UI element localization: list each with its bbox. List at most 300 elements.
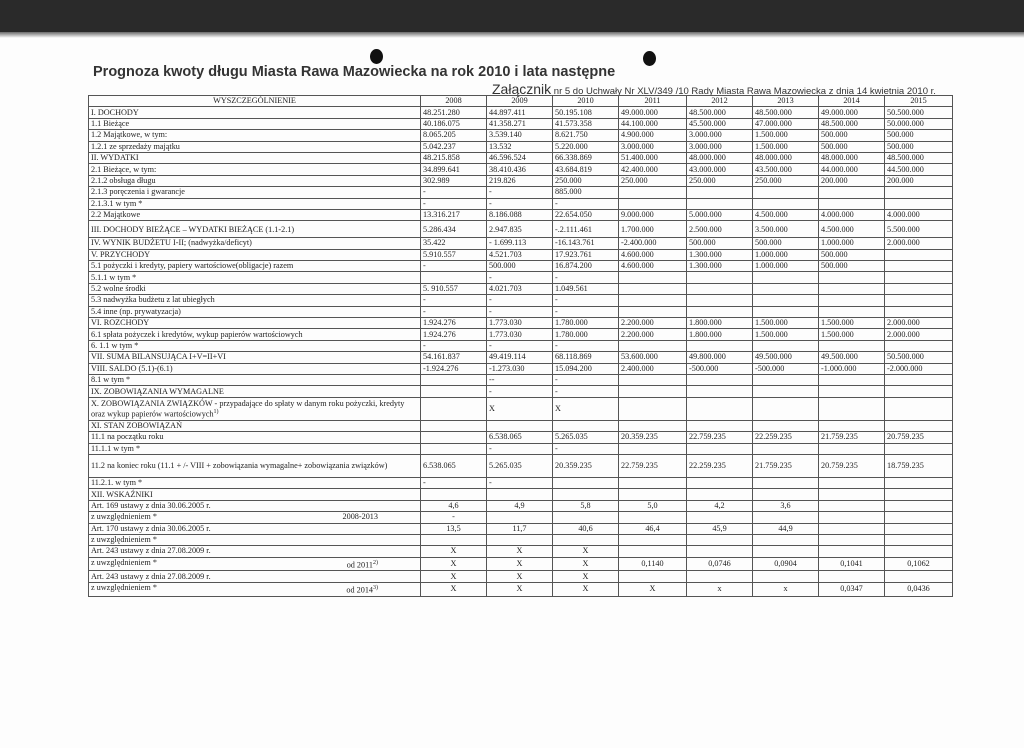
document-title: Prognoza kwoty długu Miasta Rawa Mazowiecka na rok 2010 i lata następne xyxy=(93,64,616,80)
value-cell xyxy=(619,386,687,397)
value-cell: 5.000.000 xyxy=(687,209,753,220)
row-label-cell xyxy=(89,397,421,420)
value-cell: 4.500.000 xyxy=(819,221,885,238)
value-cell: 20.759.235 xyxy=(819,454,885,477)
value-cell xyxy=(819,374,885,385)
value-cell: 885.000 xyxy=(553,187,619,198)
value-cell: 3.539.140 xyxy=(487,130,553,141)
table-header-row xyxy=(89,96,953,107)
value-cell: X xyxy=(487,582,553,596)
row-label: Art. 170 ustawy z dnia 30.06.2005 r. xyxy=(91,523,211,533)
table-row xyxy=(89,261,953,272)
value-cell xyxy=(819,340,885,351)
value-cell: 49.500.000 xyxy=(819,352,885,363)
value-cell: 5. 910.557 xyxy=(421,283,487,294)
value-cell xyxy=(753,295,819,306)
row-label-cell xyxy=(89,209,421,220)
row-label-cell xyxy=(89,107,421,118)
row-label: 5.1 pożyczki i kredyty, papiery wartościowe(obligacje) razem xyxy=(91,261,294,271)
value-cell xyxy=(687,546,753,557)
value-cell xyxy=(687,198,753,209)
value-cell: 4.500.000 xyxy=(753,209,819,220)
value-cell xyxy=(819,523,885,534)
value-cell xyxy=(687,306,753,317)
row-label: 5.3 nadwyżka budżetu z lat ubiegłych xyxy=(91,295,215,305)
row-label: VIII. SALDO (5.1)-(6.1) xyxy=(91,363,173,373)
row-label-cell xyxy=(89,141,421,152)
row-label-cell xyxy=(89,363,421,374)
table-row xyxy=(89,221,953,238)
row-label-cell xyxy=(89,582,421,596)
value-cell: -16.143.761 xyxy=(553,238,619,249)
value-cell xyxy=(687,374,753,385)
row-label: 2.1.3 poręczenia i gwarancje xyxy=(91,187,185,197)
value-cell: X xyxy=(487,397,553,420)
value-cell: 43.000.000 xyxy=(687,164,753,175)
value-cell xyxy=(619,420,687,431)
value-cell: - xyxy=(553,443,619,454)
value-cell xyxy=(619,306,687,317)
value-cell: 1.500.000 xyxy=(753,318,819,329)
value-cell xyxy=(819,198,885,209)
value-cell: - xyxy=(421,340,487,351)
value-cell: - xyxy=(553,340,619,351)
value-cell: 22.759.235 xyxy=(619,454,687,477)
table-row xyxy=(89,546,953,557)
value-cell xyxy=(619,489,687,500)
row-label: 2.1.2 obsługa długu xyxy=(91,175,156,185)
row-label: XII. WSKAŹNIKI xyxy=(91,489,153,499)
value-cell: X xyxy=(487,546,553,557)
row-label-cell xyxy=(89,534,421,545)
value-cell: - xyxy=(487,477,553,488)
table-row xyxy=(89,340,953,351)
row-label: z uwzględnieniem * xyxy=(91,535,157,545)
value-cell xyxy=(619,187,687,198)
value-cell xyxy=(819,272,885,283)
value-cell xyxy=(487,534,553,545)
row-label-cell xyxy=(89,443,421,454)
value-cell: 5.265.035 xyxy=(553,432,619,443)
annex-label: Załącznik xyxy=(492,81,552,97)
value-cell xyxy=(487,489,553,500)
value-cell: -500.000 xyxy=(753,363,819,374)
value-cell xyxy=(421,397,487,420)
value-cell xyxy=(885,500,953,511)
value-cell xyxy=(753,198,819,209)
value-cell: 11,7 xyxy=(487,523,553,534)
value-cell xyxy=(753,477,819,488)
value-cell: 2.200.000 xyxy=(619,329,687,340)
value-cell xyxy=(619,283,687,294)
value-cell: 5.042.237 xyxy=(421,141,487,152)
table-row xyxy=(89,489,953,500)
value-cell: 42.400.000 xyxy=(619,164,687,175)
value-cell xyxy=(753,187,819,198)
value-cell xyxy=(819,295,885,306)
row-label-cell xyxy=(89,198,421,209)
row-label: V. PRZYCHODY xyxy=(91,249,150,259)
value-cell: 41.358.271 xyxy=(487,118,553,129)
row-label: 5.4 inne (np. prywatyzacja) xyxy=(91,306,181,316)
row-label-cell xyxy=(89,152,421,163)
scanner-top-edge xyxy=(0,0,1024,32)
value-cell xyxy=(553,512,619,523)
row-label: 1.2 Majątkowe, w tym: xyxy=(91,130,168,140)
value-cell: 1.000.000 xyxy=(753,261,819,272)
value-cell xyxy=(819,386,885,397)
value-cell: 48.500.000 xyxy=(885,152,953,163)
row-label: IX. ZOBOWIĄZANIA WYMAGALNE xyxy=(91,386,224,396)
column-header-description: WYSZCZEGÓLNIENIE xyxy=(89,96,421,107)
value-cell xyxy=(619,512,687,523)
value-cell: 500.000 xyxy=(753,238,819,249)
value-cell xyxy=(885,283,953,294)
value-cell xyxy=(619,477,687,488)
row-label: 11.1 na początku roku xyxy=(91,432,164,442)
table-row xyxy=(89,432,953,443)
value-cell: - xyxy=(421,512,487,523)
value-cell: x xyxy=(753,582,819,596)
punch-hole-left xyxy=(370,49,383,64)
row-label-cell xyxy=(89,221,421,238)
value-cell: 49.000.000 xyxy=(819,107,885,118)
row-label-cell xyxy=(89,238,421,249)
row-label-cell xyxy=(89,295,421,306)
value-cell: 1.000.000 xyxy=(753,249,819,260)
value-cell: 49.419.114 xyxy=(487,352,553,363)
value-cell: 2.500.000 xyxy=(687,221,753,238)
value-cell xyxy=(619,546,687,557)
value-cell: X xyxy=(553,571,619,582)
value-cell xyxy=(753,534,819,545)
value-cell xyxy=(885,534,953,545)
table-row xyxy=(89,107,953,118)
table-row xyxy=(89,164,953,175)
value-cell: 1.500.000 xyxy=(819,318,885,329)
value-cell: 20.359.235 xyxy=(619,432,687,443)
value-cell: 500.000 xyxy=(819,141,885,152)
row-label: z uwzględnieniem * xyxy=(91,582,157,592)
value-cell: 35.422 xyxy=(421,238,487,249)
footnote-marker: 1) xyxy=(213,408,219,415)
value-cell: 2.000.000 xyxy=(885,329,953,340)
row-label: XI. STAN ZOBOWIĄZAŃ xyxy=(91,420,182,430)
value-cell: 44,9 xyxy=(753,523,819,534)
value-cell: - xyxy=(553,374,619,385)
value-cell: 44.897.411 xyxy=(487,107,553,118)
value-cell xyxy=(553,420,619,431)
value-cell: 0,1041 xyxy=(819,557,885,571)
value-cell: - xyxy=(487,443,553,454)
value-cell xyxy=(819,512,885,523)
value-cell xyxy=(885,489,953,500)
value-cell: 250.000 xyxy=(687,175,753,186)
value-cell: -1.273.030 xyxy=(487,363,553,374)
value-cell xyxy=(619,198,687,209)
table-row xyxy=(89,557,953,571)
table-row xyxy=(89,454,953,477)
table-row xyxy=(89,582,953,596)
row-label-cell xyxy=(89,557,421,571)
column-header-year: 2013 xyxy=(753,96,819,107)
value-cell: 1.500.000 xyxy=(753,141,819,152)
value-cell xyxy=(619,443,687,454)
footnote-marker: 2) xyxy=(373,559,378,566)
annex-resolution: nr 5 do Uchwały Nr XLV/349 /10 Rady Miasta Rawa Mazowiecka z dnia 14 kwietnia 2010 r. xyxy=(553,86,936,97)
value-cell: 1.773.030 xyxy=(487,318,553,329)
value-cell: 4.021.703 xyxy=(487,283,553,294)
value-cell: 4.600.000 xyxy=(619,261,687,272)
value-cell: 21.759.235 xyxy=(819,432,885,443)
table-row xyxy=(89,306,953,317)
value-cell xyxy=(619,534,687,545)
row-label: 2.1.3.1 w tym * xyxy=(91,198,143,208)
table-row xyxy=(89,198,953,209)
value-cell: 250.000 xyxy=(619,175,687,186)
value-cell xyxy=(819,534,885,545)
value-cell: 5.265.035 xyxy=(487,454,553,477)
value-cell xyxy=(687,295,753,306)
value-cell xyxy=(687,272,753,283)
row-label-cell xyxy=(89,571,421,582)
column-header-year: 2012 xyxy=(687,96,753,107)
value-cell: 50.500.000 xyxy=(885,352,953,363)
value-cell: 5.500.000 xyxy=(885,221,953,238)
value-cell xyxy=(687,512,753,523)
row-label: 1.1 Bieżące xyxy=(91,118,130,128)
table-body xyxy=(89,107,953,596)
table-row xyxy=(89,534,953,545)
value-cell: - xyxy=(487,340,553,351)
column-header-year: 2010 xyxy=(553,96,619,107)
value-cell: 54.161.837 xyxy=(421,352,487,363)
value-cell xyxy=(753,340,819,351)
value-cell xyxy=(885,512,953,523)
value-cell: X xyxy=(421,546,487,557)
value-cell: X xyxy=(553,582,619,596)
value-cell: X xyxy=(487,557,553,571)
value-cell: 9.000.000 xyxy=(619,209,687,220)
row-label: 2.1 Bieżące, w tym: xyxy=(91,164,157,174)
value-cell: 44.500.000 xyxy=(885,164,953,175)
value-cell: 5,8 xyxy=(553,500,619,511)
value-cell: 48.215.858 xyxy=(421,152,487,163)
row-label-extra xyxy=(346,583,378,596)
row-label: 1.2.1 ze sprzedaży majątku xyxy=(91,141,180,151)
value-cell: - xyxy=(487,386,553,397)
row-label-cell xyxy=(89,164,421,175)
value-cell: 46.596.524 xyxy=(487,152,553,163)
value-cell xyxy=(687,386,753,397)
row-label: Art. 243 ustawy z dnia 27.08.2009 r. xyxy=(91,571,211,581)
table-row xyxy=(89,238,953,249)
table-row xyxy=(89,249,953,260)
row-label-cell xyxy=(89,283,421,294)
value-cell xyxy=(819,443,885,454)
value-cell: 5,0 xyxy=(619,500,687,511)
value-cell: 1.924.276 xyxy=(421,318,487,329)
value-cell: 13.316.217 xyxy=(421,209,487,220)
value-cell: 48.000.000 xyxy=(687,152,753,163)
value-cell: 3,6 xyxy=(753,500,819,511)
value-cell: 2.200.000 xyxy=(619,318,687,329)
value-cell xyxy=(885,261,953,272)
row-label-cell xyxy=(89,340,421,351)
row-label-cell xyxy=(89,261,421,272)
row-label: X. ZOBOWIĄZANIA ZWIĄZKÓW - przypadające do spłaty w danym roku pożyczki, kredyty oraz wykup papierów wartościowych xyxy=(91,398,405,419)
value-cell: 45,9 xyxy=(687,523,753,534)
value-cell: 43.684.819 xyxy=(553,164,619,175)
value-cell: -500.000 xyxy=(687,363,753,374)
value-cell: 4,2 xyxy=(687,500,753,511)
value-cell: 500.000 xyxy=(819,130,885,141)
value-cell: 68.118.869 xyxy=(553,352,619,363)
value-cell: -1.924.276 xyxy=(421,363,487,374)
value-cell: 500.000 xyxy=(819,261,885,272)
debt-forecast-table-wrapper xyxy=(88,95,952,597)
value-cell: - xyxy=(487,306,553,317)
value-cell: 48.500.000 xyxy=(753,107,819,118)
row-label: Art. 169 ustawy z dnia 30.06.2005 r. xyxy=(91,500,211,510)
value-cell xyxy=(819,546,885,557)
row-label-cell xyxy=(89,329,421,340)
value-cell xyxy=(619,571,687,582)
value-cell: - xyxy=(487,198,553,209)
value-cell: 1.780.000 xyxy=(553,329,619,340)
value-cell xyxy=(885,523,953,534)
value-cell: 38.410.436 xyxy=(487,164,553,175)
value-cell: 6.538.065 xyxy=(421,454,487,477)
value-cell xyxy=(753,374,819,385)
value-cell: - xyxy=(487,295,553,306)
value-cell xyxy=(421,272,487,283)
value-cell xyxy=(619,272,687,283)
value-cell xyxy=(753,443,819,454)
value-cell: 0,0436 xyxy=(885,582,953,596)
value-cell xyxy=(619,295,687,306)
value-cell xyxy=(421,386,487,397)
row-label-cell xyxy=(89,130,421,141)
value-cell xyxy=(819,477,885,488)
row-label-extra xyxy=(347,558,378,571)
value-cell xyxy=(421,489,487,500)
row-label-cell xyxy=(89,454,421,477)
row-label-cell xyxy=(89,512,421,523)
value-cell: 0,1062 xyxy=(885,557,953,571)
column-header-year: 2015 xyxy=(885,96,953,107)
value-cell: 48.000.000 xyxy=(819,152,885,163)
value-cell xyxy=(553,489,619,500)
value-cell xyxy=(819,306,885,317)
row-label: VII. SUMA BILANSUJĄCA I+V=II+VI xyxy=(91,352,226,362)
row-label-cell xyxy=(89,318,421,329)
value-cell: X xyxy=(553,397,619,420)
row-label: 11.2.1. w tym * xyxy=(91,478,143,488)
value-cell: 3.000.000 xyxy=(687,130,753,141)
value-cell: 21.759.235 xyxy=(753,454,819,477)
value-cell: 1.800.000 xyxy=(687,329,753,340)
value-cell xyxy=(753,386,819,397)
value-cell: 4.000.000 xyxy=(819,209,885,220)
value-cell: 53.600.000 xyxy=(619,352,687,363)
value-cell: 43.500.000 xyxy=(753,164,819,175)
table-row xyxy=(89,352,953,363)
value-cell: - xyxy=(553,198,619,209)
table-row xyxy=(89,141,953,152)
row-label-cell xyxy=(89,420,421,431)
value-cell xyxy=(885,272,953,283)
value-cell: 44.100.000 xyxy=(619,118,687,129)
value-cell: 0,0746 xyxy=(687,557,753,571)
row-label: II. WYDATKI xyxy=(91,153,139,163)
value-cell: 4.521.703 xyxy=(487,249,553,260)
value-cell: 0,1140 xyxy=(619,557,687,571)
value-cell xyxy=(687,477,753,488)
value-cell: X xyxy=(553,557,619,571)
debt-forecast-table xyxy=(88,95,953,597)
table-row xyxy=(89,187,953,198)
value-cell: 8.186.088 xyxy=(487,209,553,220)
value-cell xyxy=(885,477,953,488)
value-cell: 0,0347 xyxy=(819,582,885,596)
value-cell: X xyxy=(553,546,619,557)
value-cell: 219.826 xyxy=(487,175,553,186)
value-cell xyxy=(819,187,885,198)
row-label: 6.1 spłata pożyczek i kredytów, wykup papierów wartościowych xyxy=(91,329,303,339)
value-cell: -.2.111.461 xyxy=(553,221,619,238)
value-cell: 5.220.000 xyxy=(553,141,619,152)
value-cell xyxy=(885,420,953,431)
table-row xyxy=(89,329,953,340)
value-cell xyxy=(421,443,487,454)
value-cell: -2.400.000 xyxy=(619,238,687,249)
value-cell: 1.780.000 xyxy=(553,318,619,329)
value-cell xyxy=(421,432,487,443)
value-cell: - xyxy=(553,386,619,397)
value-cell: 4.600.000 xyxy=(619,249,687,260)
value-cell: 1.773.030 xyxy=(487,329,553,340)
value-cell xyxy=(885,546,953,557)
value-cell xyxy=(619,374,687,385)
value-cell xyxy=(421,420,487,431)
footnote-marker: 3) xyxy=(373,584,378,591)
value-cell xyxy=(687,534,753,545)
value-cell xyxy=(687,420,753,431)
value-cell xyxy=(753,546,819,557)
value-cell xyxy=(885,295,953,306)
value-cell: -- xyxy=(487,374,553,385)
value-cell: 48.500.000 xyxy=(687,107,753,118)
table-row xyxy=(89,130,953,141)
value-cell xyxy=(487,420,553,431)
row-label: z uwzględnieniem * xyxy=(91,512,157,522)
column-header-year: 2009 xyxy=(487,96,553,107)
value-cell xyxy=(619,397,687,420)
row-label-cell xyxy=(89,352,421,363)
value-cell: 1.924.276 xyxy=(421,329,487,340)
value-cell: 45.500.000 xyxy=(687,118,753,129)
value-cell xyxy=(553,477,619,488)
value-cell: 49.500.000 xyxy=(753,352,819,363)
row-label: VI. ROZCHODY xyxy=(91,318,150,328)
row-label-extra-text: od 2011 xyxy=(346,560,373,570)
value-cell xyxy=(819,489,885,500)
row-label: 6. 1.1 w tym * xyxy=(91,341,139,350)
value-cell xyxy=(753,489,819,500)
table-row xyxy=(89,272,953,283)
value-cell: - xyxy=(553,295,619,306)
